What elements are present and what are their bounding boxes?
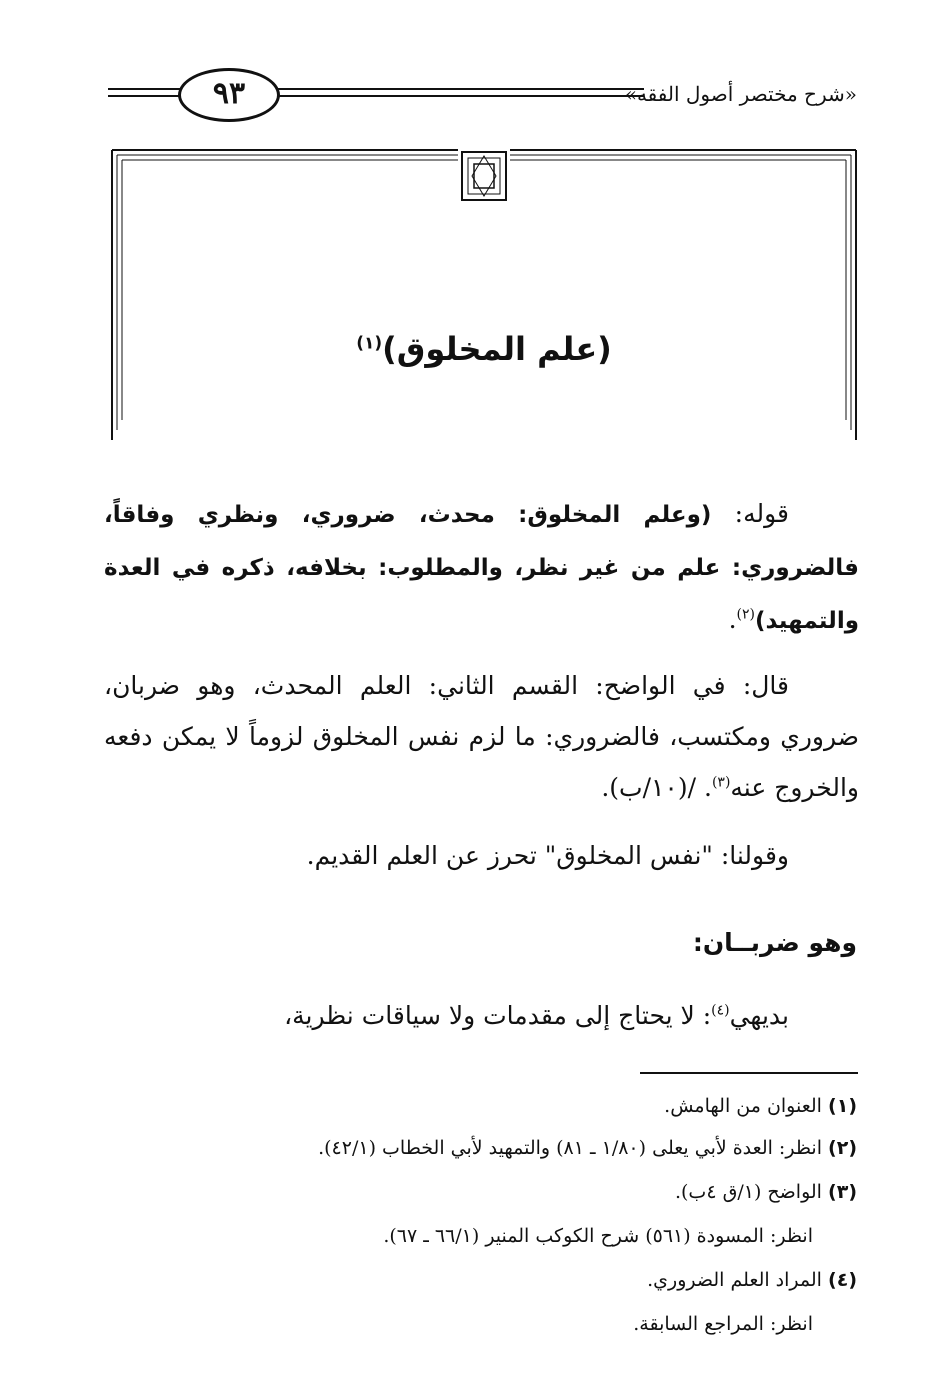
paragraph-2-tail: . /(١٠/ب). <box>601 773 712 802</box>
paragraph-4-lead: بديهي <box>729 1001 789 1030</box>
paragraph-4 <box>104 990 859 1041</box>
paragraph-1-note-ref: (٢) <box>736 606 755 623</box>
chapter-title <box>112 330 856 368</box>
footnote-3-number: (٣) <box>828 1181 857 1203</box>
footnote-4 <box>117 1266 857 1294</box>
footnote-3 <box>117 1178 857 1206</box>
paragraph-3 <box>104 830 859 881</box>
footnote-4-cont <box>73 1310 813 1338</box>
paragraph-4-text: : لا يحتاج إلى مقدمات ولا سياقات نظرية، <box>284 1001 712 1030</box>
footnote-4-cont-text: انظر: المراجع السابقة. <box>633 1313 813 1335</box>
paragraph-1-quote: (وعلم المخلوق: محدث، ضروري، ونظري وفاقاً، فالضروري: علم من غير نظر، والمطلوب: بخلافه، ذكره في العدة والتمهيد) <box>104 502 859 634</box>
paragraph-2-note-ref: (٣) <box>711 774 731 791</box>
chapter-frame <box>0 0 943 460</box>
footnote-3-cont <box>73 1222 813 1250</box>
footnote-1-text: العنوان من الهامش. <box>664 1095 822 1117</box>
running-title: «شرح مختصر أصول الفقه» <box>624 82 857 106</box>
ornament-icon <box>462 152 506 200</box>
footnote-2-number: (٢) <box>828 1137 857 1159</box>
footnote-4-text: المراد العلم الضروري. <box>647 1269 822 1291</box>
footnote-1-number: (١) <box>828 1095 857 1117</box>
footnote-3-text: الواضح (١/ق ٤ب). <box>674 1181 822 1203</box>
footnote-4-number: (٤) <box>828 1269 857 1291</box>
footnote-3-cont-text: انظر: المسودة (٥٦١) شرح الكوكب المنير (٦٦/١ ـ ٦٧). <box>383 1225 813 1247</box>
paragraph-3-text: وقولنا: "نفس المخلوق" تحرز عن العلم القديم. <box>306 841 789 870</box>
chapter-title-note-ref: (١) <box>356 333 383 354</box>
paragraph-2 <box>104 660 859 813</box>
paragraph-1-lead: قوله: <box>711 499 789 528</box>
footnote-2 <box>117 1134 857 1162</box>
page-number: ٩٣ <box>178 68 280 122</box>
footnote-separator <box>640 1072 858 1074</box>
chapter-title-text: (علم المخلوق) <box>382 330 612 368</box>
footnote-1 <box>117 1092 857 1120</box>
paragraph-1-tail: . <box>728 605 737 634</box>
subheading: وهو ضربــان: <box>692 928 857 957</box>
paragraph-2-text: قال: في الواضح: القسم الثاني: العلم المحدث، وهو ضربان، ضروري ومكتسب، فالضروري: ما لزم نفس المخلوق لزوماً لا يمكن دفعه والخروج عنه <box>104 671 859 802</box>
paragraph-1 <box>104 488 859 647</box>
footnote-2-text: انظر: العدة لأبي يعلى (١/٨٠ ـ ٨١) والتمهيد لأبي الخطاب (٤٢/١). <box>318 1137 822 1159</box>
paragraph-4-note-ref: (٤) <box>711 1002 730 1019</box>
